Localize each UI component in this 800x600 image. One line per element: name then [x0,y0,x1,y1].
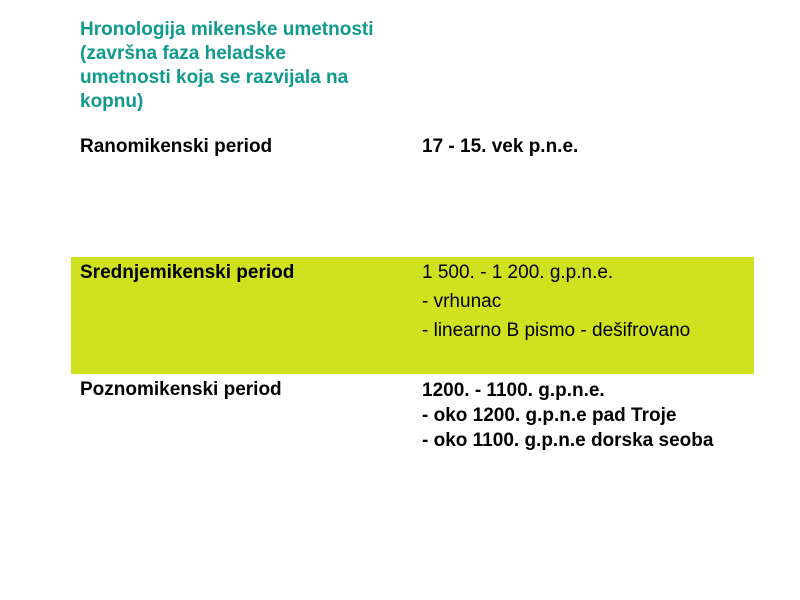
period-detail-line: 1200. - 1100. g.p.n.e. [422,380,605,401]
period-detail-line: - oko 1100. g.p.n.e dorska seoba [422,430,714,451]
period-detail-line: - linearno B pismo - dešifrovano [422,320,691,341]
period-details [422,378,742,453]
period-name: Poznomikenski period [80,379,282,400]
period-detail-line: 17 - 15. vek p.n.e. [422,136,579,157]
period-detail-line: - vrhunac [422,291,502,312]
table-row [71,374,754,494]
period-details [422,135,742,159]
period-details [422,261,742,348]
period-detail-line: - oko 1200. g.p.n.e pad Troje [422,405,677,426]
table-row [71,131,754,257]
period-name: Srednjemikenski period [80,262,295,283]
period-name: Ranomikenski period [80,136,273,157]
slide-title: Hronologija mikenske umetnosti (završna faza heladske umetnosti koja se razvijala na kopnu) [80,19,374,112]
period-detail-line: 1 500. - 1 200. g.p.n.e. [422,262,614,283]
table-row-highlighted [71,257,754,374]
